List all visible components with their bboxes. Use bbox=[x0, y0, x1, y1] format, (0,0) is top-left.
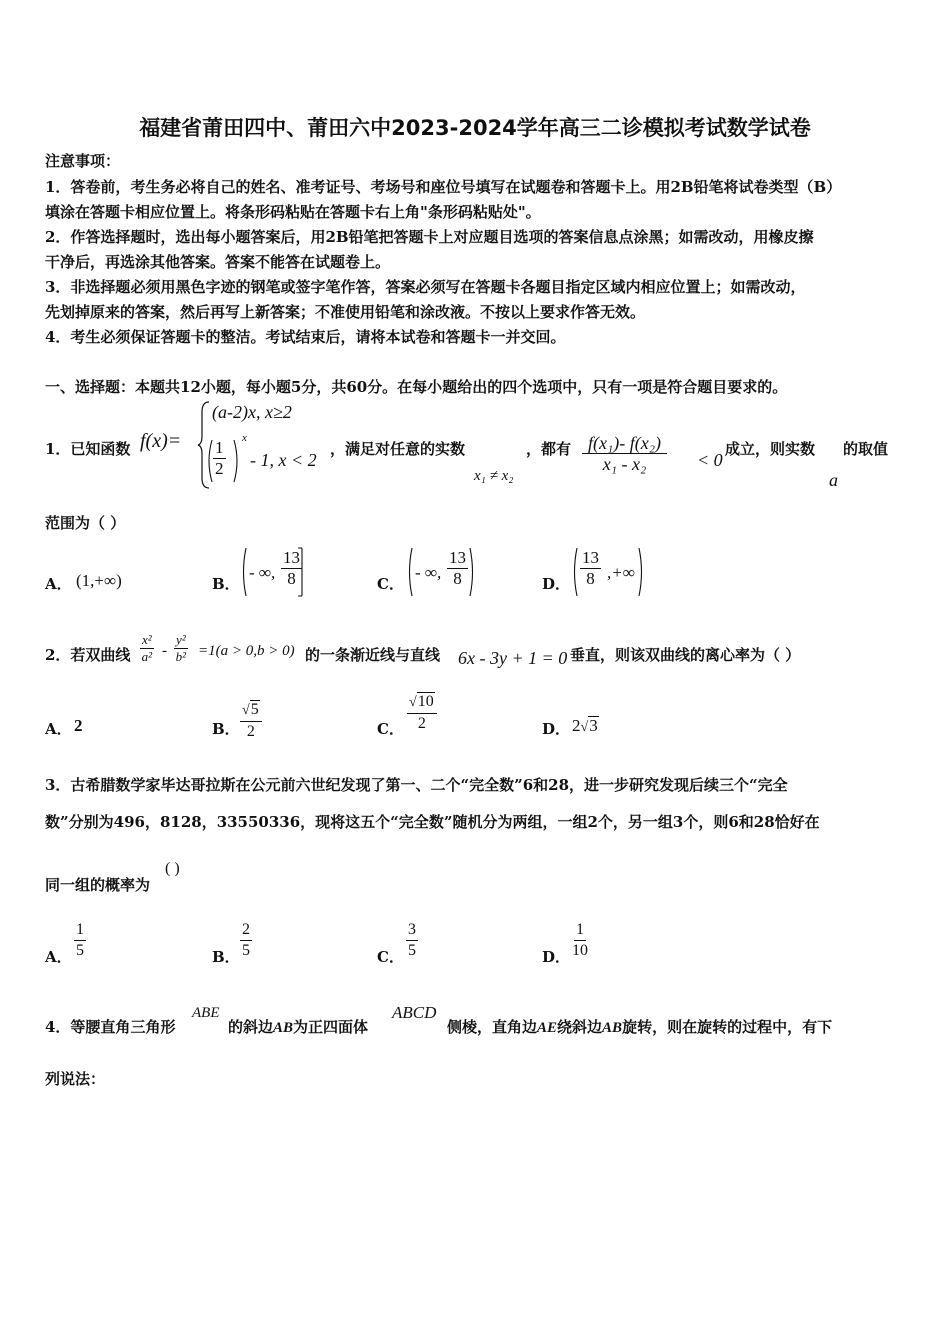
notice-line: 1．答卷前，考生务必将自己的姓名、准考证号、考场号和座位号填写在试题卷和答题卡上。用2B铅笔将试卷类型（B） bbox=[45, 178, 842, 196]
q1-option-d-fraction[interactable]: $\frac{13}{8}$ bbox=[582, 548, 599, 588]
notice-line: 3．非选择题必须用黑色字迹的钢笔或签字笔作答，答案必须写在答题卡各题目指定区域内相应位置上；如需改动， bbox=[45, 278, 806, 296]
q4-line2: 列说法： bbox=[45, 1070, 106, 1088]
q1-fx: f(x)= bbox=[140, 430, 182, 452]
q1-line2: 范围为（ ） bbox=[45, 514, 126, 532]
q3-option-c-label[interactable]: C． bbox=[377, 948, 404, 966]
q1-option-b-left[interactable]: - ∞, bbox=[249, 563, 276, 582]
q3-option-b-fraction[interactable]: $\frac{2}{5}$ bbox=[242, 921, 250, 959]
q1-prefix: 1．已知函数 bbox=[45, 440, 131, 458]
q1-option-d-label[interactable]: D． bbox=[542, 575, 571, 593]
q4-ae: AE bbox=[537, 1020, 558, 1036]
q2-tail: 垂直，则该双曲线的离心率为（ ） bbox=[570, 646, 801, 664]
q3-line3: 同一组的概率为 bbox=[45, 876, 151, 894]
q1-tail: 的取值 bbox=[843, 440, 889, 458]
q1-option-a[interactable]: (1,+∞) bbox=[76, 571, 122, 590]
q1-option-c-left[interactable]: - ∞, bbox=[415, 563, 442, 582]
q2-option-d-label[interactable]: D． bbox=[542, 720, 571, 738]
q2-line: 6x - 3y + 1 = 0 bbox=[458, 648, 568, 668]
q1-case1: (a-2)x, x≥2 bbox=[212, 402, 292, 422]
q4-tail: 旋转，则在旋转的过程中，有下 bbox=[622, 1018, 833, 1036]
q2-option-a-label[interactable]: A． bbox=[45, 720, 72, 738]
q4-tetrahedron: ABCD bbox=[392, 1003, 437, 1022]
notice-line: 2．作答选择题时，选出每小题答案后，用2B铅笔把答题卡上对应题目选项的答案信息点涂黑；如需改动，用橡皮擦 bbox=[45, 228, 814, 246]
q2-option-b-label[interactable]: B． bbox=[212, 720, 240, 738]
notice-line: 先划掉原来的答案，然后再写上新答案；不准使用铅笔和涂改液。不按以上要求作答无效。 bbox=[45, 303, 646, 321]
q2-option-a[interactable]: 2 bbox=[74, 716, 83, 735]
q4-triangle: ABE bbox=[192, 1005, 220, 1021]
q2-eq-rest: =1(a > 0,b > 0) bbox=[198, 643, 295, 659]
q4-mid2: 为正四面体 bbox=[293, 1018, 369, 1036]
q4-text-2 bbox=[447, 1018, 832, 1037]
q2-option-d-rad: 3 bbox=[589, 716, 598, 735]
q2-minus: - bbox=[162, 643, 167, 659]
q1-option-d-right[interactable]: ,+∞ bbox=[607, 563, 635, 582]
q2-option-d[interactable]: 2√3 bbox=[572, 716, 598, 735]
q1-mid2: ，都有 bbox=[526, 440, 572, 458]
q3-paren: ( ) bbox=[165, 860, 180, 877]
q3-option-b-label[interactable]: B． bbox=[212, 948, 240, 966]
q3-option-a-label[interactable]: A． bbox=[45, 948, 72, 966]
q4-mid4: 绕斜边 bbox=[557, 1018, 603, 1036]
q2-option-b-fraction[interactable]: $\frac{√5}{2}$ bbox=[240, 700, 262, 742]
q2-option-d-coef: 2 bbox=[572, 716, 581, 735]
q3-option-d-fraction[interactable]: $\frac{1}{10}$ bbox=[572, 921, 588, 959]
notice-heading: 注意事项： bbox=[45, 152, 121, 170]
q1-option-b-label[interactable]: B． bbox=[212, 575, 240, 593]
q3-option-d-label[interactable]: D． bbox=[542, 948, 571, 966]
q1-option-c-fraction[interactable]: $\frac{13}{8}$ bbox=[449, 548, 466, 588]
q1-var: a bbox=[829, 470, 838, 490]
q4-mid1: 的斜边 bbox=[228, 1018, 274, 1036]
q1-condition: x₁ ≠ x₂ bbox=[474, 468, 514, 484]
q1-base-fraction: $\frac{1}{2}$ bbox=[215, 438, 224, 478]
q2-option-c-label[interactable]: C． bbox=[377, 720, 404, 738]
notice-line: 干净后，再选涂其他答案。答案不能答在试题卷上。 bbox=[45, 253, 391, 271]
q1-option-c-label[interactable]: C． bbox=[377, 575, 404, 593]
q4-ab1: AB bbox=[273, 1020, 294, 1036]
q3-line2: 数”分别为496，8128，33550336，现将这五个“完全数”随机分为两组，一组2个，另一组3个，则6和28恰好在 bbox=[45, 813, 820, 831]
q3-option-a-fraction[interactable]: $\frac{1}{5}$ bbox=[76, 921, 84, 959]
q3-line1: 3．古希腊数学家毕达哥拉斯在公元前六世纪发现了第一、二个“完全数”6和28，进一步研究发现后续三个“完全 bbox=[45, 776, 788, 794]
q3-option-c-fraction[interactable]: $\frac{3}{5}$ bbox=[408, 921, 416, 959]
q4-text bbox=[228, 1018, 368, 1037]
q1-mid1: ，满足对任意的实数 bbox=[330, 440, 466, 458]
q2-prefix: 2．若双曲线 bbox=[45, 646, 131, 664]
q1-option-b-fraction[interactable]: $\frac{13}{8}$ bbox=[283, 548, 300, 588]
q2-option-c-fraction[interactable]: $\frac{√10}{2}$ bbox=[407, 692, 437, 734]
q1-ineq-rhs: < 0 bbox=[697, 450, 723, 470]
page-title: 福建省莆田四中、莆田六中2023-2024学年高三二诊模拟考试数学试卷 bbox=[139, 116, 811, 140]
q1-mid3: 成立，则实数 bbox=[725, 440, 816, 458]
section-heading: 一、选择题：本题共12小题，每小题5分，共60分。在每小题给出的四个选项中，只有一项是符合题目要求的。 bbox=[45, 378, 788, 396]
q1-option-a-label[interactable]: A． bbox=[45, 575, 72, 593]
q2-mid: 的一条渐近线与直线 bbox=[305, 646, 441, 664]
notice-line: 填涂在答题卡相应位置上。将条形码粘贴在答题卡右上角"条形码粘贴处"。 bbox=[45, 203, 541, 221]
q1-case2: - 1, x < 2 bbox=[250, 450, 317, 470]
q4-mid3: 侧棱，直角边 bbox=[447, 1018, 538, 1036]
q1-inequality-fraction: $\frac{\text{f(x₁)- f(x₂)}}{\text{x₁ - x₂}}$ bbox=[582, 433, 667, 474]
notice-line: 4．考生必须保证答题卡的整洁。考试结束后，请将本试卷和答题卡一并交回。 bbox=[45, 328, 566, 346]
q1-exponent: x bbox=[242, 432, 247, 444]
q4-ab2: AB bbox=[602, 1020, 623, 1036]
q4-prefix: 4．等腰直角三角形 bbox=[45, 1018, 176, 1036]
q2-x-fraction: $\frac{\text{x²}}{\text{a²}}$ bbox=[141, 632, 153, 664]
q2-y-fraction: $\frac{\text{y²}}{\text{b²}}$ bbox=[175, 632, 187, 664]
